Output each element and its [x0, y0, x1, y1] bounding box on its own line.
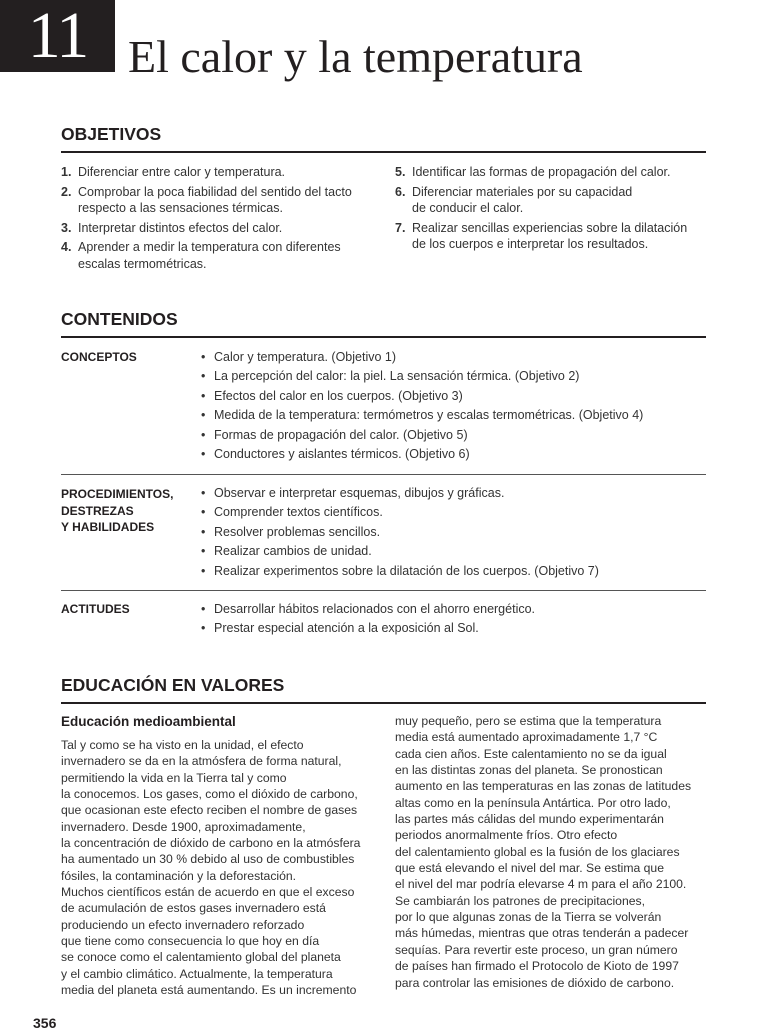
list-item: • Prestar especial atención a la exposición al Sol.	[201, 620, 535, 636]
objetivo-number: 6.	[395, 184, 406, 199]
list-item: • Realizar cambios de unidad.	[201, 543, 599, 559]
objetivo-number: 7.	[395, 220, 406, 235]
objetivo-number: 2.	[61, 184, 72, 199]
list-item: • Conductores y aislantes térmicos. (Objetivo 6)	[201, 446, 643, 462]
list-item: • Efectos del calor en los cuerpos. (Objetivo 3)	[201, 388, 643, 404]
list-item: • Calor y temperatura. (Objetivo 1)	[201, 349, 643, 365]
objetivo-text: Diferenciar entre calor y temperatura.	[78, 165, 286, 179]
objetivo-item	[395, 220, 695, 253]
objetivo-text: Realizar sencillas experiencias sobre la dilatación de los cuerpos e interpretar los resultados.	[412, 220, 688, 251]
objetivo-number: 3.	[61, 220, 72, 235]
objetivos-list-left	[61, 164, 361, 275]
objetivo-text: Comprobar la poca fiabilidad del sentido del tacto respecto a las sensaciones térmicas.	[78, 184, 352, 215]
chapter-title: El calor y la temperatura	[128, 31, 583, 82]
objetivo-item	[61, 220, 361, 237]
objetivo-text: Diferenciar materiales por su capacidad de conducir el calor.	[412, 184, 633, 215]
divider	[61, 590, 706, 591]
educacion-subheading: Educación medioambiental	[61, 714, 236, 729]
list-item: • Formas de propagación del calor. (Objetivo 5)	[201, 427, 643, 443]
objetivo-item	[395, 164, 695, 181]
page-number: 356	[33, 1015, 57, 1031]
actitudes-row	[61, 601, 706, 640]
list-item: • La percepción del calor: la piel. La sensación térmica. (Objetivo 2)	[201, 368, 643, 384]
list-item: • Realizar experimentos sobre la dilatación de los cuerpos. (Objetivo 7)	[201, 563, 599, 579]
list-item: • Comprender textos científicos.	[201, 504, 599, 520]
objetivos-heading: OBJETIVOS	[61, 124, 706, 153]
procedimientos-list	[201, 485, 599, 582]
educacion-column-left: Tal y como se ha visto en la unidad, el efecto invernadero se da en la atmósfera de forma natural, permitiendo la vida en la Tierra tal y como la conocemos. Los gases, como el dióxido de carbono, que ocasionan este efecto reciben el nombre de gases invernadero. Desde 1900, aproximadamente, la concentración de dióxido de carbono en la atmósfera ha aumentado un 30 % debido al uso de combustibles fósiles, la contaminación y la deforestación. Muchos científicos están de acuerdo en que el exceso de acumulación de estos gases invernadero está produciendo un efecto invernadero reforzado que tiene como consecuencia lo que hoy en día se conoce como el calentamiento global del planeta y el cambio climático. Actualmente, la temperatura media del planeta está aumentando. Es un incremento	[61, 738, 361, 998]
actitudes-list	[201, 601, 535, 640]
educacion-heading: EDUCACIÓN EN VALORES	[61, 675, 706, 704]
procedimientos-label: PROCEDIMIENTOS, DESTREZAS Y HABILIDADES	[61, 487, 174, 534]
objetivo-text: Aprender a medir la temperatura con diferentes escalas termométricas.	[78, 240, 341, 271]
objetivo-number: 5.	[395, 165, 406, 179]
objetivo-text: Interpretar distintos efectos del calor.	[78, 220, 283, 235]
list-item: • Resolver problemas sencillos.	[201, 524, 599, 540]
list-item: • Desarrollar hábitos relacionados con el ahorro energético.	[201, 601, 535, 617]
contenidos-heading: CONTENIDOS	[61, 309, 706, 338]
objetivo-item	[61, 164, 361, 181]
conceptos-label: CONCEPTOS	[61, 350, 137, 364]
conceptos-row	[61, 349, 706, 465]
conceptos-list	[201, 349, 643, 465]
objetivo-item	[61, 239, 361, 272]
objetivo-text: Identificar las formas de propagación del calor.	[412, 165, 671, 179]
divider	[61, 474, 706, 475]
procedimientos-row	[61, 485, 706, 582]
objetivos-list-right	[395, 164, 695, 256]
objetivo-item	[61, 184, 361, 217]
chapter-number: 11	[0, 0, 115, 72]
list-item: • Observar e interpretar esquemas, dibujos y gráficas.	[201, 485, 599, 501]
actitudes-label: ACTITUDES	[61, 602, 130, 616]
objetivo-number: 1.	[61, 165, 72, 179]
list-item: • Medida de la temperatura: termómetros y escalas termométricas. (Objetivo 4)	[201, 407, 643, 423]
objetivo-number: 4.	[61, 240, 72, 254]
objetivo-item	[395, 184, 695, 217]
educacion-column-right: muy pequeño, pero se estima que la temperatura media está aumentado aproximadamente 1,7 °C cada cien años. Este calentamiento no se da igual en las distintas zonas del planeta. Se pronostican aumento en las temperaturas en las zonas de latitudes altas como en la península Antártica. Por otro lado, las partes más cálidas del mundo experimentarán periodos anormalmente fríos. Otro efecto del calentamiento global es la fusión de los glaciares que está elevando el nivel del mar. Se estima que el nivel del mar podría elevarse 4 m para el año 2100. Se cambiarán los patrones de precipitaciones, por lo que algunas zonas de la Tierra se volverán más húmedas, mientras que otras tenderán a padecer sequías. Para revertir este proceso, un gran número de países han firmado el Protocolo de Kioto de 1997 para controlar las emisiones de dióxido de carbono.	[395, 714, 692, 990]
